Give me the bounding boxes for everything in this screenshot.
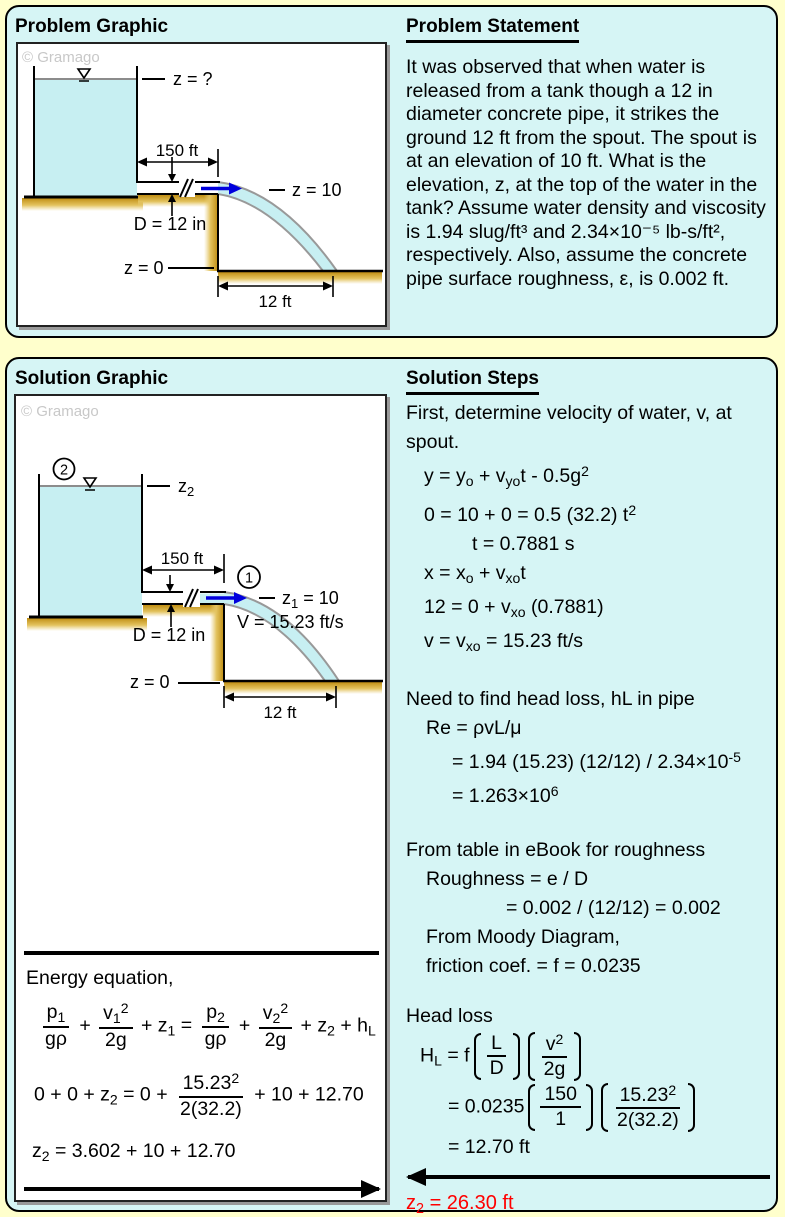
svg-text:z1= 10: $z_1 = 10$	[282, 588, 339, 611]
step-equation: Re = ρvL/μ	[426, 717, 522, 739]
svg-text:z2: $z_2$	[178, 476, 195, 499]
diameter-arrows	[168, 157, 176, 216]
dimension-150ft	[137, 141, 218, 177]
step-paragraph: From table in eBook for roughness	[406, 839, 706, 861]
svg-text:z = 10: z = 10	[292, 180, 342, 200]
solution-diagram	[16, 396, 385, 941]
spacer	[406, 981, 780, 1002]
watermark: © Gramago	[22, 49, 100, 66]
step-equation: = 12.70 ft	[448, 1135, 530, 1158]
label-z-top	[142, 69, 213, 89]
solution-steps-list	[406, 399, 780, 1217]
dimension-150ft	[142, 549, 224, 583]
solution-panel	[5, 357, 778, 1217]
svg-text:z = 0: z = 0	[124, 258, 164, 278]
step-equation: $H_L = f$ $\frac{L}{D}$ $\frac{v^2}{2g}$	[406, 1031, 780, 1082]
arrow-left-icon	[408, 1175, 770, 1179]
label-z2	[147, 476, 194, 499]
step-equation: $v = v_{xo} = 15.23$ ft/s	[424, 630, 584, 654]
step-equation: = 0.0235 $\frac{150}{1}$ $\frac{15.23^2}{2(32.2)}$	[406, 1082, 780, 1133]
step-equation: From Moody Diagram,	[426, 926, 620, 948]
label-z-ground	[124, 258, 214, 278]
problem-statement-column	[406, 16, 778, 291]
section-divider	[24, 951, 379, 955]
step-equation: = 0.002 / (12/12) = 0.002	[506, 897, 721, 919]
step-equation: = $1.263\times 10^6$	[452, 783, 559, 807]
step-equation: $12 = 0 + v_{xo}$ (0.7881)	[424, 596, 604, 620]
problem-graphic-box	[16, 42, 387, 327]
step-equation: Roughness = e / D	[426, 868, 589, 890]
dim-150-label: 150 ft	[155, 141, 199, 160]
label-z-ground	[130, 672, 220, 692]
problem-statement-title: Problem Statement	[406, 16, 579, 43]
spacer	[406, 661, 780, 685]
energy-equation-title: Energy equation,	[26, 967, 174, 989]
solution-steps-title: Solution Steps	[406, 368, 539, 395]
label-z-spout	[269, 180, 342, 200]
step-equation: $x = x_o + v_{xo}t$	[424, 562, 526, 586]
step-equation: = 1.94 (15.23) $(12/12) / 2.34\times 10^{-5}$	[452, 749, 741, 773]
step-equation: 0 = 10 + 0 = 0.5 (32.2) $t^2$	[424, 502, 637, 526]
tank	[29, 474, 143, 618]
svg-text:z = ?: z = ?	[173, 69, 213, 89]
spacer	[406, 811, 780, 836]
solution-graphic-title: Solution Graphic	[15, 368, 169, 389]
problem-panel	[5, 5, 778, 338]
diameter-arrows	[166, 575, 175, 627]
label-z1-spout	[259, 588, 339, 611]
final-answer: $z_2 = 26.30$ ft	[406, 1191, 514, 1217]
solution-steps-column	[406, 368, 778, 395]
tank	[24, 66, 138, 198]
energy-equation-general: $\frac{p_1}{g\rho}$ + $\frac{v_1^2}{2g}$ + $z_1$ = $\frac{p_2}{g\rho}$ + $\frac{v_2^2}{2g}$ + $z_2 + h_L$	[16, 1000, 385, 1052]
arrow-right-icon	[24, 1187, 379, 1191]
svg-text:2: 2	[59, 462, 69, 479]
dim-150-label: 150 ft	[160, 549, 204, 568]
watermark: © Gramago	[21, 403, 99, 420]
label-diameter: D = 12 in	[133, 214, 207, 234]
svg-text:1: 1	[244, 570, 254, 587]
problem-diagram	[18, 44, 385, 325]
point-2-badge	[54, 459, 75, 480]
point-1-badge	[238, 566, 260, 588]
dim-12-label: 12 ft	[263, 703, 297, 722]
svg-text:z = 0: z = 0	[130, 672, 170, 692]
step-paragraph: First, determine velocity of water, v, at spout.	[406, 402, 732, 453]
pipe-break-icon	[179, 179, 195, 197]
label-diameter: D = 12 in	[132, 625, 206, 645]
dim-12-label: 12 ft	[258, 292, 292, 311]
energy-equation-sum: $z_2 = 3.602 + 10 + 12.70$	[32, 1140, 236, 1165]
step-equation: t = 0.7881 s	[472, 533, 575, 555]
pipe-break-icon	[183, 589, 200, 607]
step-equation: friction coef. = f = 0.0235	[426, 955, 641, 977]
step-paragraph: Head loss	[406, 1005, 493, 1027]
solution-graphic-box	[14, 394, 387, 1202]
step-equation: $y = y_o + v_{yo}t - 0.5g^2$	[424, 463, 589, 489]
label-velocity: V = 15.23 ft/s	[237, 612, 344, 632]
energy-equation-values: $0 + 0 + z_2 = 0$ + $\frac{15.23^2}{2(32.2)}$ + 10 + 12.70	[34, 1070, 364, 1120]
problem-statement-text: It was observed that when water is released from a tank though a 12 in diameter concrete pipe, it strikes the ground 12 ft from the spout. The spout is at an elevation of 10 ft. What is the elevation, z, at the top of the water in the tank? Assume water density and viscosity is 1.94 slug/ft³ and 2.34×10⁻⁵ lb-s/ft², respectively. Also, assume the concrete pipe surface roughness, ε, is 0.002 ft.	[406, 56, 766, 290]
problem-graphic-title: Problem Graphic	[15, 16, 169, 37]
step-paragraph: Need to find head loss, hL in pipe	[406, 688, 695, 710]
